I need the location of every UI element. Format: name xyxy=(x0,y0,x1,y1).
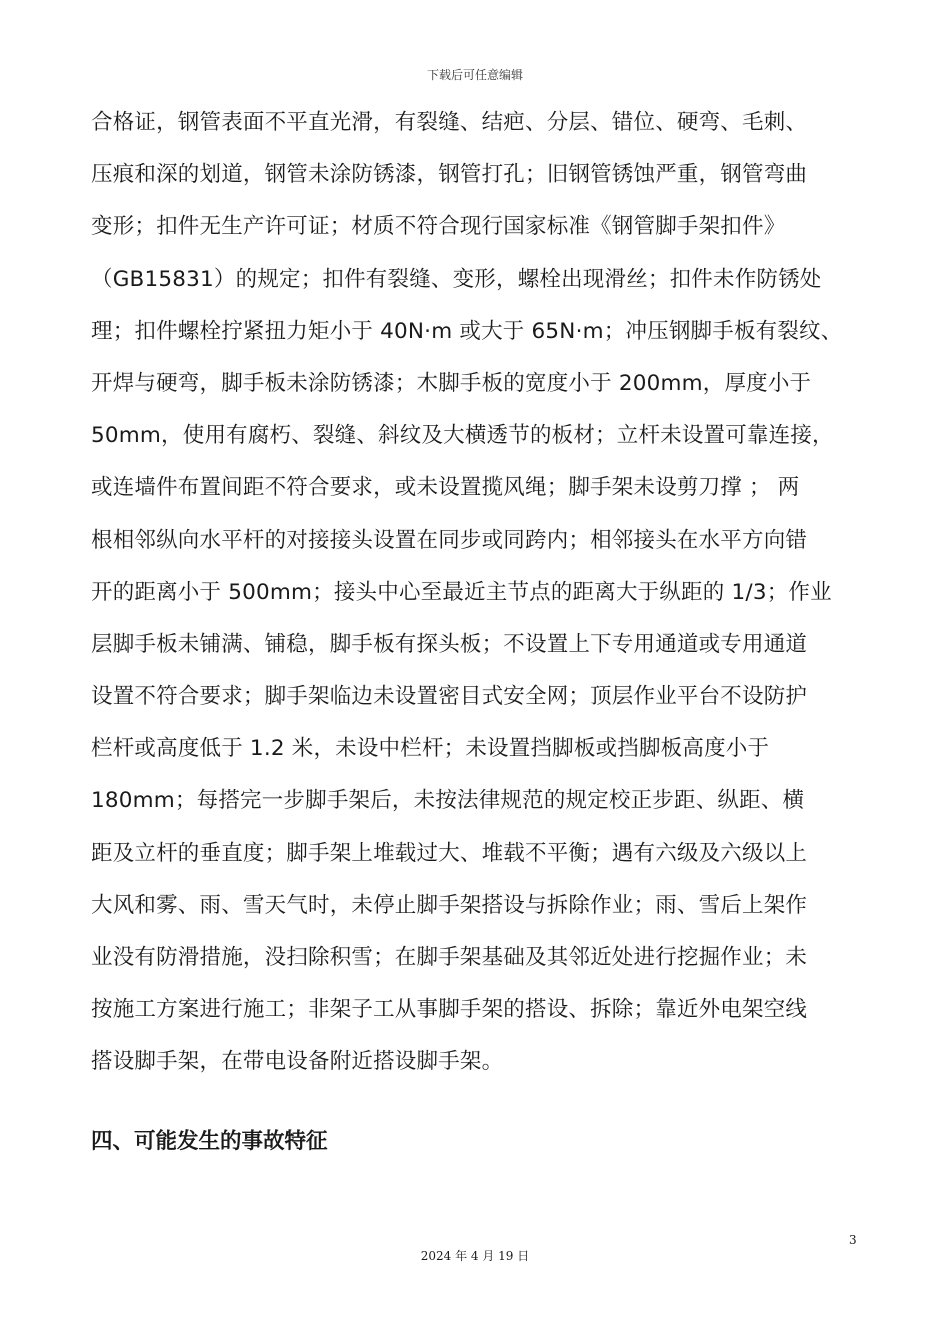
body-line: 按施工方案进行施工；非架子工从事脚手架的搭设、拆除；靠近外电架空线 xyxy=(91,997,808,1023)
body-line: 180mm；每搭完一步脚手架后，未按法律规范的规定校正步距、纵距、横 xyxy=(91,788,805,814)
body-line: （GB15831）的规定；扣件有裂缝、变形，螺栓出现滑丝；扣件未作防锈处 xyxy=(91,266,822,292)
body-text xyxy=(91,97,866,1089)
body-line: 设置不符合要求；脚手架临边未设置密目式安全网；顶层作业平台不设防护 xyxy=(91,684,808,710)
page-number: 3 xyxy=(849,1233,857,1247)
body-line: 或连墙件布置间距不符合要求，或未设置揽风绳；脚手架未设剪刀撑 ； 两 xyxy=(91,475,800,501)
body-line: 栏杆或高度低于 1.2 米，未设中栏杆；未设置挡脚板或挡脚板高度小于 xyxy=(91,736,770,762)
body-line: 压痕和深的划道，钢管未涂防锈漆，钢管打孔；旧钢管锈蚀严重，钢管弯曲 xyxy=(91,162,808,188)
page-header: 下载后可任意编辑 xyxy=(426,68,523,82)
footer-date: 2024 年 4 月 19 日 xyxy=(420,1249,530,1263)
section-heading: 四、可能发生的事故特征 xyxy=(91,1129,328,1154)
body-line: 搭设脚手架，在带电设备附近搭设脚手架。 xyxy=(91,1049,504,1075)
body-line: 大风和雾、雨、雪天气时，未停止脚手架搭设与拆除作业；雨、雪后上架作 xyxy=(91,892,808,918)
body-line: 层脚手板未铺满、铺稳，脚手板有探头板；不设置上下专用通道或专用通道 xyxy=(91,631,808,657)
body-line: 距及立杆的垂直度；脚手架上堆载过大、堆载不平衡；遇有六级及六级以上 xyxy=(91,840,808,866)
body-line: 开焊与硬弯，脚手板未涂防锈漆；木脚手板的宽度小于 200mm，厚度小于 xyxy=(91,370,812,396)
body-line: 合格证，钢管表面不平直光滑，有裂缝、结疤、分层、错位、硬弯、毛刺、 xyxy=(91,110,808,135)
body-line: 变形；扣件无生产许可证；材质不符合现行国家标准《钢管脚手架扣件》 xyxy=(91,214,786,240)
body-line: 开的距离小于 500mm；接头中心至最近主节点的距离大于纵距的 1/3；作业 xyxy=(91,579,832,605)
body-line: 根相邻纵向水平杆的对接接头设置在同步或同跨内；相邻接头在水平方向错 xyxy=(91,527,808,553)
body-line: 理；扣件螺栓拧紧扭力矩小于 40N·m 或大于 65N·m；冲压钢脚手板有裂纹、 xyxy=(91,318,843,344)
body-line: 50mm，使用有腐朽、裂缝、斜纹及大横透节的板材；立杆未设置可靠连接， xyxy=(91,423,834,449)
body-line: 业没有防滑措施，没扫除积雪；在脚手架基础及其邻近处进行挖掘作业；未 xyxy=(91,945,808,970)
